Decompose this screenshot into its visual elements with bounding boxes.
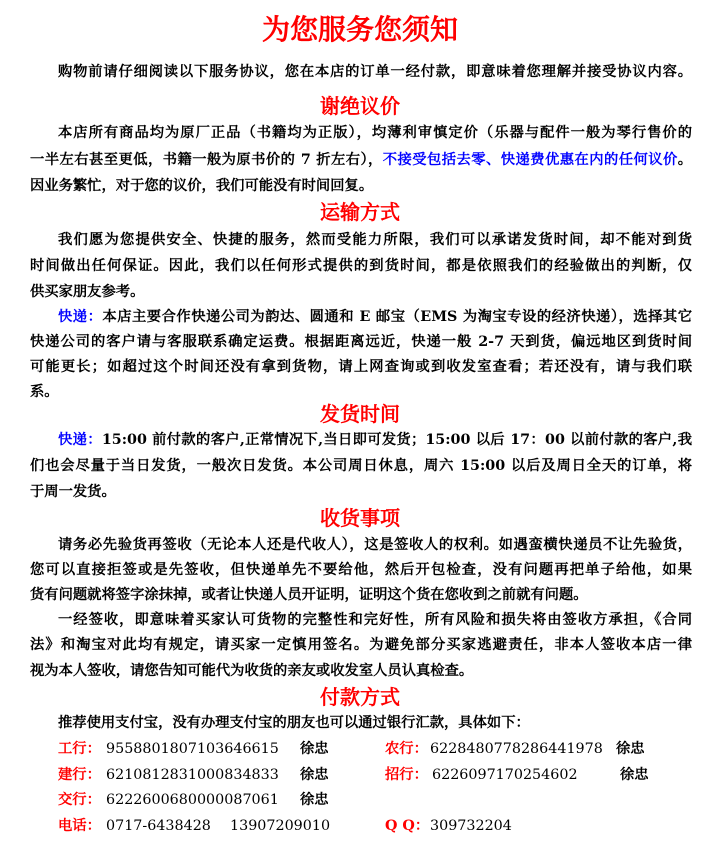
paragraph-line: 视为本人签收，请您告知可能代为收货的亲友或收发室人员认真检查。 — [30, 663, 474, 679]
account-holder: 徐忠 — [300, 792, 329, 808]
paragraph-line: 请务必先验货再签收（无论本人还是代收人），这是签收人的权利。如遇蛮横快递员不让先验货， — [58, 537, 692, 553]
paragraph-line: 我们愿为您提供安全、快捷的服务，然而受能力所限，我们可以承诺发货时间，却不能对到货 — [58, 232, 692, 248]
account-number: 9558801807103646615 — [106, 741, 279, 757]
phone-number: 0717-6438428 — [106, 818, 211, 834]
paragraph-line: 您可以直接拒签或是先签收，但快递单先不要给他，然后开包检查，没有问题再把单子给他，如果 — [30, 562, 692, 578]
account-holder: 徐忠 — [300, 741, 329, 757]
paragraph-line: 时间做出任何保证。因此，我们以任何形式提供的到货时间，都是依照我们的经验做出的判断，仅 — [30, 258, 692, 274]
line-text: 一半左右甚至更低，书籍一般为原书价的 7 折左右）， — [30, 152, 383, 168]
paragraph-line — [58, 427, 692, 453]
section-heading-shipping: 运输方式 — [320, 200, 400, 224]
section-heading-payment: 付款方式 — [320, 685, 400, 709]
account-number: 6226097170254602 — [432, 767, 578, 783]
paragraph-line: 可能更长；如超过这个时间还没有拿到货物，请上网查询或到收发室查看；若还没有，请与我们联 — [30, 359, 692, 375]
page-title: 为您服务您须知 — [261, 13, 458, 46]
bank-label: 工行： — [58, 741, 101, 757]
paragraph-line: 一经签收，即意味着买家认可货物的完整性和完好性，所有风险和损失将由签收方承担，《合同 — [58, 612, 692, 628]
contact-qq — [0, 813, 720, 839]
line-text: 。 — [677, 152, 692, 168]
paragraph-line — [30, 147, 692, 173]
express-label: 快递： — [58, 432, 102, 448]
account-holder: 徐忠 — [300, 767, 329, 783]
payment-intro: 推荐使用支付宝，没有办理支付宝的朋友也可以通过银行汇款，具体如下： — [58, 715, 530, 731]
phone-label: 电话： — [58, 818, 101, 834]
account-holder: 徐忠 — [616, 741, 645, 757]
paragraph-line — [58, 304, 692, 330]
qq-label: Q Q： — [385, 818, 430, 834]
highlighted-text: 不接受包括去零、快递费优惠在内的任何议价 — [382, 152, 678, 168]
account-holder: 徐忠 — [620, 767, 649, 783]
express-label: 快递： — [58, 309, 103, 325]
line-text: 15:00 前付款的客户,正常情况下,当日即可发货；15:00 以后 17：00 以前付款的客户,我 — [101, 432, 692, 448]
account-number: 6222600680000087061 — [106, 792, 279, 808]
paragraph-line: 因业务繁忙，对于您的议价，我们可能没有时间回复。 — [30, 178, 374, 194]
intro-text: 购物前请仔细阅读以下服务协议，您在本店的订单一经付款，即意味着您理解并接受协议内容。 — [58, 64, 692, 80]
section-heading-receiving: 收货事项 — [320, 506, 400, 530]
paragraph-line: 法》和淘宝对此均有规定，请买家一定慎用签名。为避免部分买家逃避责任，非本人签收本店一律 — [30, 637, 692, 653]
qq-number: 309732204 — [430, 818, 512, 834]
paragraph-line: 系。 — [30, 384, 59, 400]
section-heading-no-bargain: 谢绝议价 — [320, 94, 400, 118]
paragraph-line: 们也会尽量于当日发货，一般次日发货。本公司周日休息，周六 15:00 以后及周日全天的订单，将 — [30, 458, 692, 474]
paragraph-line: 本店所有商品均为原厂正品（书籍均为正版），均薄利审慎定价（乐器与配件一般为琴行售价的 — [58, 125, 692, 141]
section-heading-dispatch-time: 发货时间 — [320, 402, 400, 426]
mobile-number: 13907209010 — [230, 818, 331, 834]
bank-label: 招行： — [385, 767, 428, 783]
line-text: 本店主要合作快递公司为韵达、圆通和 E 邮宝（EMS 为淘宝专设的经济快递），选择其它 — [102, 309, 692, 325]
paragraph-line: 快递公司的客户请与客服联系确定运费。根据距离远近，快递一般 2-7 天到货，偏远地区到货时间 — [30, 334, 692, 350]
account-number: 6228480778286441978 — [430, 741, 603, 757]
account-number: 6210812831000834833 — [106, 767, 279, 783]
bank-account-bocom — [0, 787, 720, 813]
bank-account-abc — [0, 736, 720, 762]
bank-label: 农行： — [385, 741, 428, 757]
paragraph-line: 供买家朋友参考。 — [30, 284, 145, 300]
bank-label: 交行： — [58, 792, 101, 808]
paragraph-line: 货有问题就将签字涂抹掉，或者让快递人员开证明，证明这个货在您收到之前就有问题。 — [30, 587, 588, 603]
bank-label: 建行： — [58, 767, 101, 783]
bank-account-cmb — [0, 762, 720, 788]
paragraph-line: 于周一发货。 — [30, 484, 116, 500]
